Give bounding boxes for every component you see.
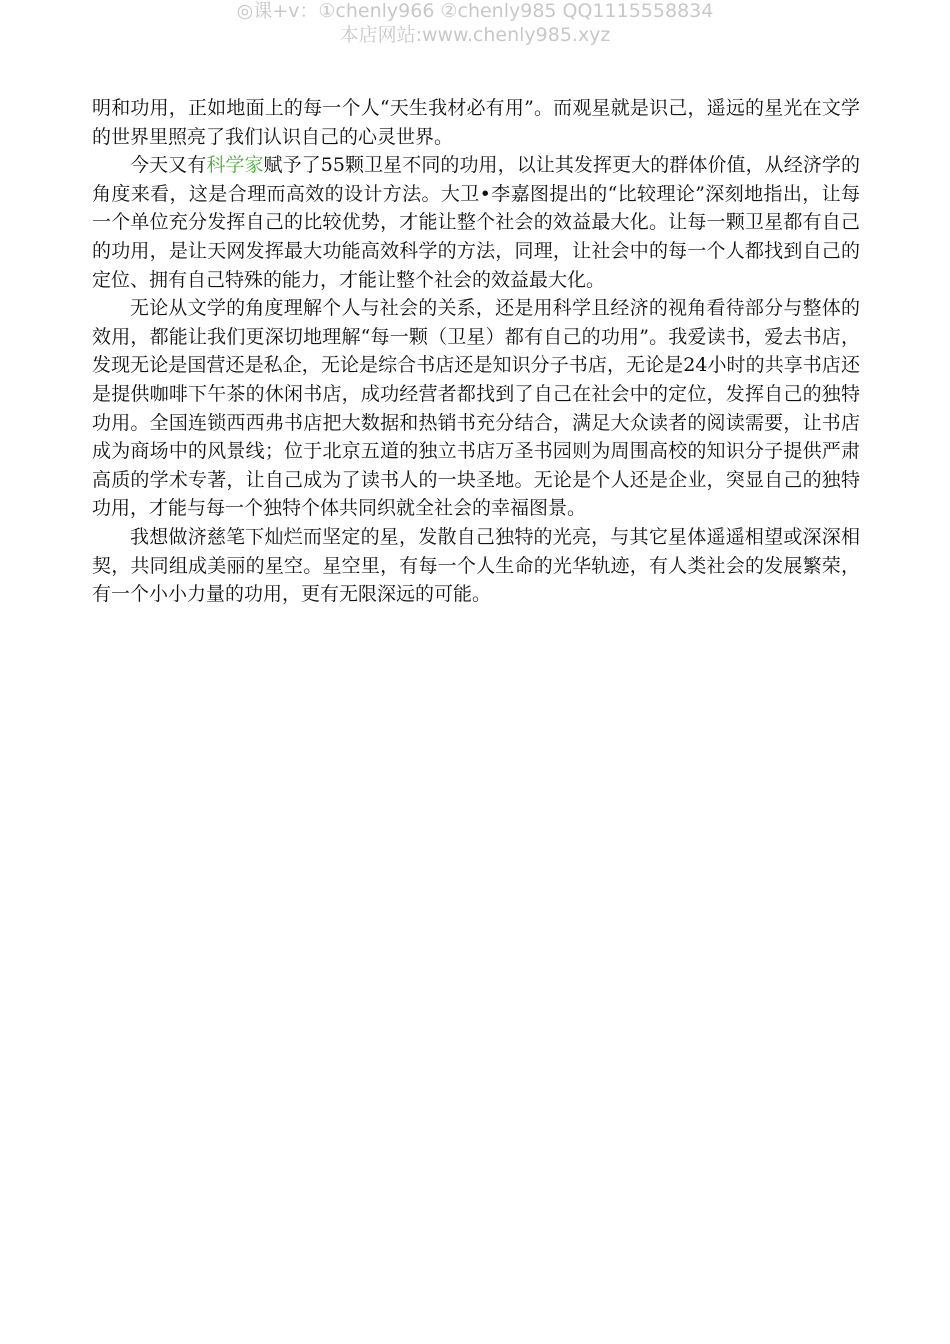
- document-body: [92, 94, 860, 609]
- paragraph-2: [92, 151, 860, 294]
- paragraph-2-rest: 赋予了55颗卫星不同的功用，以让其发挥更大的群体价值，从经济学的角度来看，这是合理而高效的设计方法。大卫•李嘉图提出的“比较理论”深刻地指出，让每一个单位充分发挥自己的比较优势，才能让整个社会的效益最大化。让每一颗卫星都有自己的功用，是让天网发挥最大功能高效科学的方法，同理，让社会中的每一个人都找到自己的定位、拥有自己特殊的能力，才能让整个社会的效益最大化。: [92, 154, 860, 291]
- watermark-website: 本店网站:www.chenly985.xyz: [339, 24, 611, 46]
- paragraph-2-start: 今天又有: [130, 154, 207, 177]
- watermark-contact: ◎课+v：①chenly966 ②chenly985 QQ1115558834: [236, 0, 714, 22]
- highlight-link-scientist[interactable]: 科学家: [206, 154, 264, 177]
- paragraph-3: 无论从文学的角度理解个人与社会的关系，还是用科学且经济的视角看待部分与整体的效用，都能让我们更深切地理解“每一颗（卫星）都有自己的功用”。我爱读书，爱去书店，发现无论是国营还是私企，无论是综合书店还是知识分子书店，无论是24小时的共享书店还是提供咖啡下午茶的休闲书店，成功经营者都找到了自己在社会中的定位，发挥自己的独特功用。全国连锁西西弗书店把大数据和热销书充分结合，满足大众读者的阅读需要，让书店成为商场中的风景线；位于北京五道的独立书店万圣书园则为周围高校的知识分子提供严肃高质的学术专著，让自己成为了读书人的一块圣地。无论是个人还是企业，突显自己的独特功用，才能与每一个独特个体共同织就全社会的幸福图景。: [92, 297, 860, 520]
- paragraph-4: 我想做济慈笔下灿烂而坚定的星，发散自己独特的光亮，与其它星体遥遥相望或深深相契，共同组成美丽的星空。星空里，有每一个人生命的光华轨迹，有人类社会的发展繁荣，有一个小小力量的功用，更有无限深远的可能。: [92, 525, 860, 606]
- paragraph-1: 明和功用，正如地面上的每一个人“天生我材必有用”。而观星就是识己，遥远的星光在文学的世界里照亮了我们认识自己的心灵世界。: [92, 97, 860, 148]
